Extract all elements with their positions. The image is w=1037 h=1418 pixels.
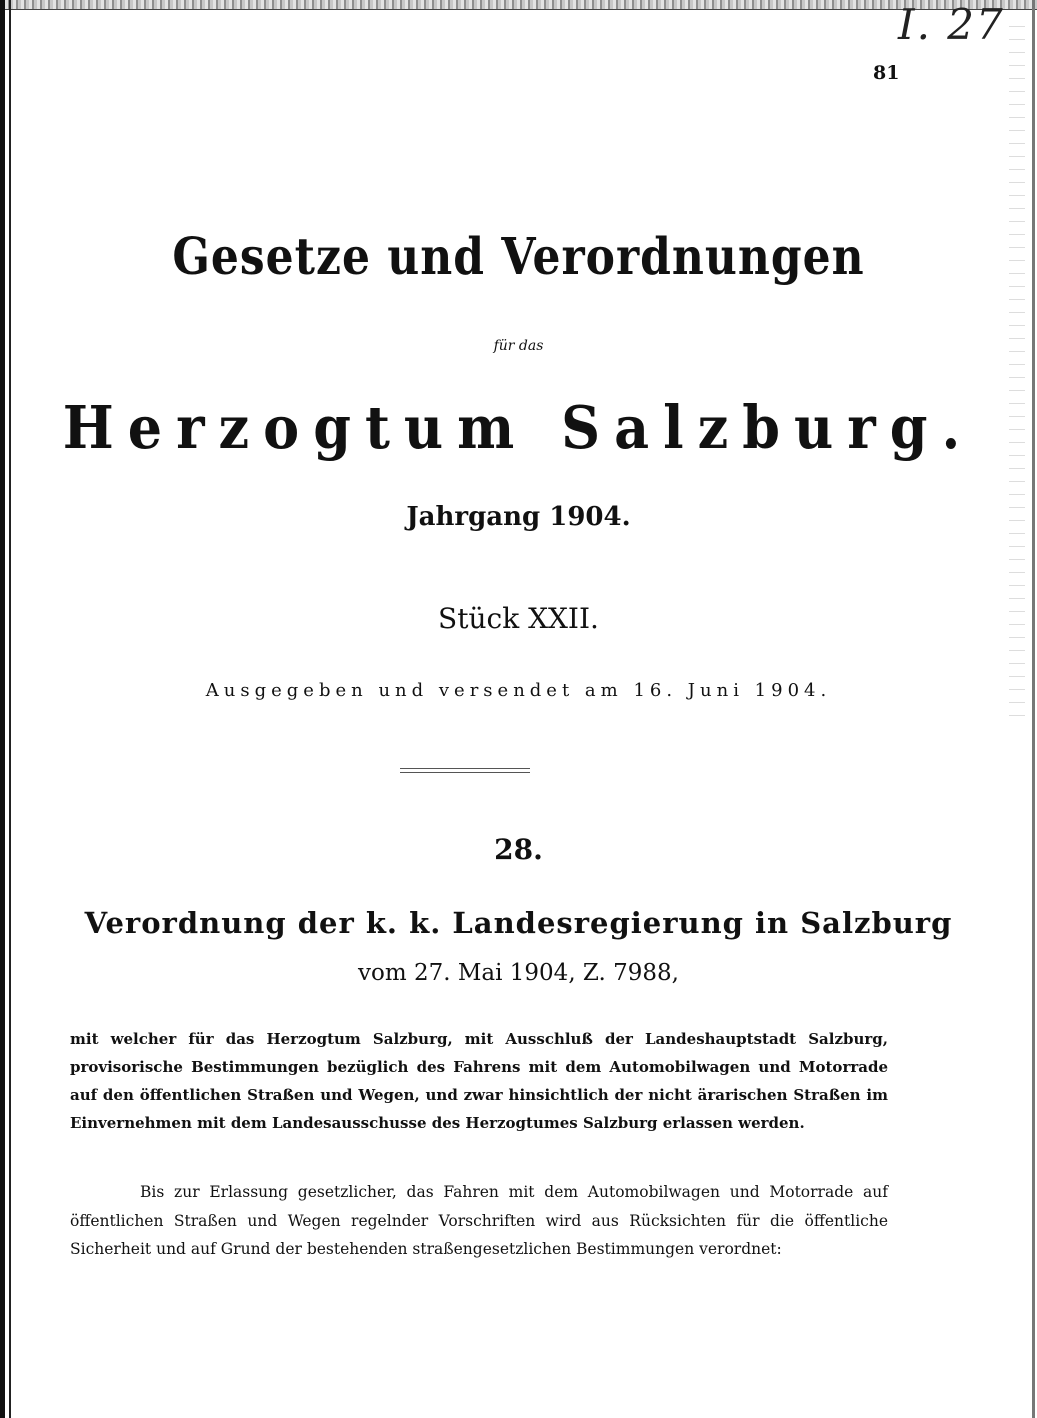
body-paragraph: Bis zur Erlassung gesetzlicher, das Fahren mit dem Automobilwagen und Motorrade auf öffentlichen Straßen und Wegen regelnder Vorschriften wird aus Rücksichten für die öffentliche Sicherheit und auf Grund der bestehenden straßengesetzlichen Bestimmungen verordnet: (70, 1183, 888, 1258)
scan-edge-top-line (0, 9, 1037, 10)
ordinance-number: 28. (494, 833, 543, 866)
duchy-title: Herzogtum Salzburg. (62, 391, 975, 463)
scan-edge-left (0, 0, 5, 1418)
scan-edge-left-line (9, 0, 11, 1418)
issue-line: Stück XXII. (438, 602, 599, 635)
gazette-title: Gesetze und Verordnungen (172, 228, 865, 287)
section-divider (400, 768, 530, 773)
ordinance-description: mit welcher für das Herzogtum Salzburg, mit Ausschluß der Landeshauptstadt Salzburg, provisorische Bestimmungen bezüglich des Fahrens mit dem Automobilwagen und Motorrade auf den öffentlichen Straßen und Wegen, und zwar hinsichtlich der nicht ärarischen Straßen im Einvernehmen mit dem Landesausschusse des Herzogtumes Salzburg erlassen werden. (70, 1030, 888, 1132)
scan-edge-top (0, 0, 1037, 9)
scan-edge-right (1032, 0, 1035, 1418)
handwritten-archive-mark: I. 27 (898, 0, 1005, 49)
gazette-subtitle: für das (493, 338, 544, 354)
ordinance-date: vom 27. Mai 1904, Z. 7988, (358, 960, 679, 986)
page-number: 81 (873, 62, 900, 84)
issued-date-line: Ausgegeben und versendet am 16. Juni 1904. (205, 680, 832, 701)
year-line: Jahrgang 1904. (406, 502, 631, 532)
ordinance-title: Verordnung der k. k. Landesregierung in Salzburg (84, 906, 953, 940)
